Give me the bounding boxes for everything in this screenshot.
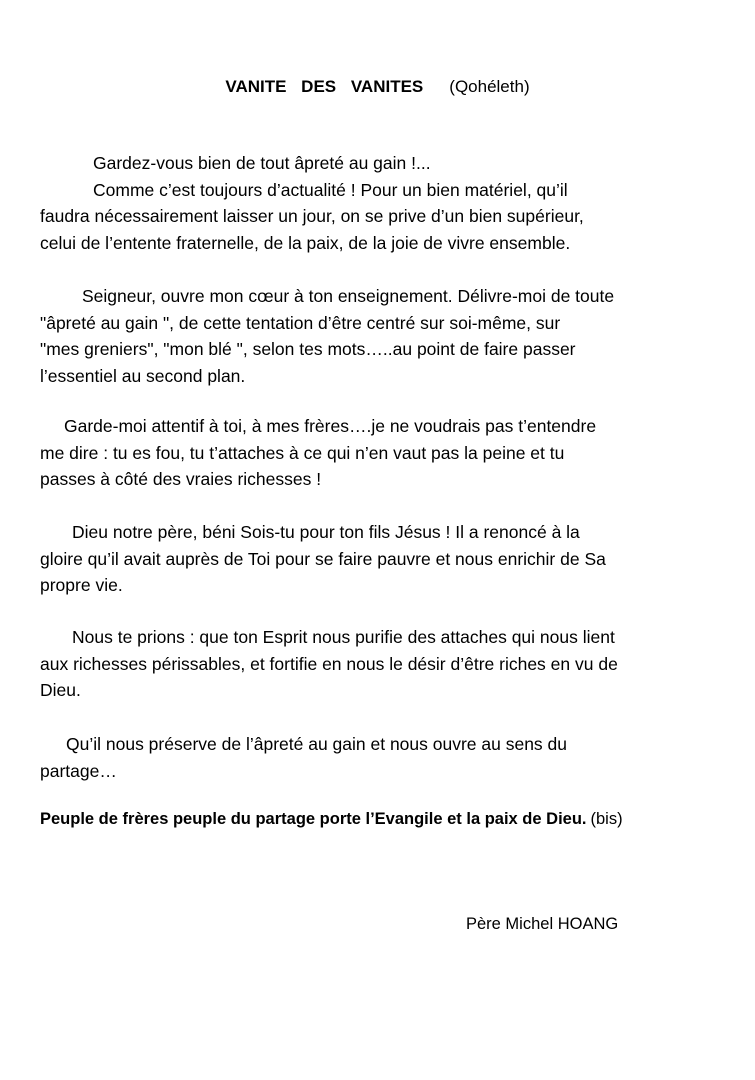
paragraph-line: Qu’il nous préserve de l’âpreté au gain et nous ouvre au sens du — [66, 734, 568, 754]
paragraph-4 — [40, 519, 720, 599]
title-subtitle: (Qohéleth) — [449, 77, 530, 96]
paragraph-line: Seigneur, ouvre mon cœur à ton enseignement. Délivre-moi de toute — [82, 286, 615, 306]
paragraph-line: faudra nécessairement laisser un jour, on se prive d’un bien supérieur, — [40, 206, 584, 226]
paragraph-line: "âpreté au gain ", de cette tentation d’être centré sur soi-même, sur — [40, 312, 561, 333]
paragraph-line: Garde-moi attentif à toi, à mes frères….je ne voudrais pas t’entendre — [64, 416, 597, 436]
paragraph-line: Nous te prions : que ton Esprit nous purifie des attaches qui nous lient — [72, 627, 615, 647]
paragraph-line: "mes greniers", "mon blé ", selon tes mots…..au point de faire passer — [40, 339, 576, 359]
paragraph-line: gloire qu’il avait auprès de Toi pour se faire pauvre et nous enrichir de Sa — [40, 548, 606, 569]
paragraph-line: Dieu notre père, béni Sois-tu pour ton fils Jésus ! Il a renoncé à la — [72, 522, 580, 542]
refrain-text: Peuple de frères peuple du partage porte l’Evangile et la paix de Dieu. — [40, 810, 587, 828]
signature: Père Michel HOANG — [466, 915, 619, 933]
document-title — [0, 76, 755, 98]
paragraph-line: propre vie. — [40, 575, 123, 595]
paragraph-line: Dieu. — [40, 680, 81, 700]
paragraph-line: me dire : tu es fou, tu t’attaches à ce qui n’en vaut pas la peine et tu — [40, 442, 565, 463]
paragraph-line: Comme c’est toujours d’actualité ! Pour un bien matériel, qu’il — [93, 179, 568, 200]
refrain-repeat-note: (bis) — [590, 810, 623, 828]
paragraph-line: aux richesses périssables, et fortifie en nous le désir d’être riches en vu de — [40, 653, 618, 674]
paragraph-2 — [40, 283, 720, 389]
paragraph-line: partage… — [40, 760, 117, 781]
paragraph-line: l’essentiel au second plan. — [40, 365, 246, 386]
refrain — [40, 807, 730, 831]
paragraph-line: passes à côté des vraies richesses ! — [40, 469, 322, 489]
title-main: VANITE DES VANITES — [225, 77, 424, 96]
paragraph-5 — [40, 624, 720, 704]
paragraph-1 — [40, 150, 720, 256]
paragraph-6 — [40, 731, 720, 784]
paragraph-line: celui de l’entente fraternelle, de la paix, de la joie de vivre ensemble. — [40, 232, 571, 253]
paragraph-line: Gardez-vous bien de tout âpreté au gain !... — [93, 153, 431, 173]
paragraph-3 — [40, 413, 720, 493]
